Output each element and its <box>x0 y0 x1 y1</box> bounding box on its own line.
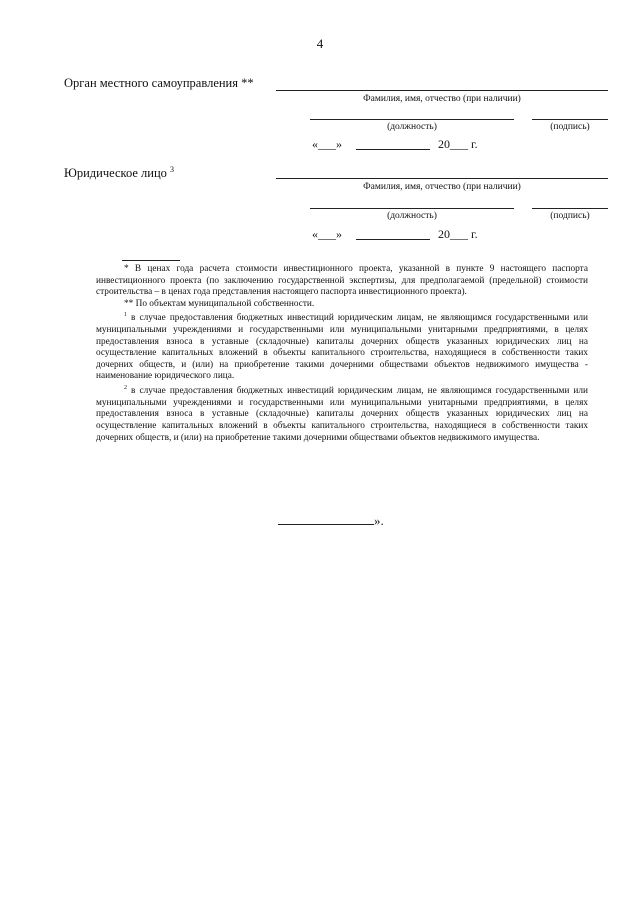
footnote-1: $^1$ в случае предоставления бюджетных инвестиций юридическим лицам, не являющимся государственными или муниципальными учреждениями и государственными или муниципальными унитарными предприятиями, в целях предоставления взноса в уставные (складочные) капиталы дочерних обществ указанных юридических лиц на осуществление капитальных вложений в объекты капитального строительства, находящиеся в собственности таких дочерних обществ, и (или) на приобретение такими дочерними обществами объектов недвижимого имущества - наименование юридического лица. <box>96 312 588 382</box>
date-year: 20___ г. <box>438 227 478 241</box>
footnote-separator <box>122 260 180 261</box>
footnote-star2: ** По объектам муниципальной собственности. <box>124 298 315 309</box>
date-day: «___» <box>312 137 342 151</box>
fio-line <box>276 90 608 91</box>
date-month-line <box>356 149 430 150</box>
fio-line <box>276 178 608 179</box>
fio-caption: Фамилия, имя, отчество (при наличии) <box>363 94 521 104</box>
footnote-star1: * В ценах года расчета стоимости инвестиционного проекта, указанной в пункте 9 настоящего паспорта инвестиционного проекта (по заключению государственной экспертизы, для предполагаемой (предельной) стоимости строительства – в ценах года представления настоящего паспорта инвестиционного проекта). <box>96 264 588 298</box>
closing-blank <box>278 512 374 525</box>
legal-entity-label: Юридическое лицо $^3$ <box>64 165 175 181</box>
footnotes <box>96 264 588 444</box>
position-line <box>310 208 514 209</box>
page-number: 4 <box>316 36 324 51</box>
signature-line <box>532 208 608 209</box>
organ-label: Орган местного самоуправления ** <box>64 76 254 90</box>
date-month-line <box>356 239 430 240</box>
date-year: 20___ г. <box>438 137 478 151</box>
signature-caption: (подпись) <box>550 211 590 221</box>
date-day: «___» <box>312 227 342 241</box>
position-caption: (должность) <box>387 211 437 221</box>
footnote-2: $^2$ в случае предоставления бюджетных инвестиций юридическим лицам, не являющимся государственными или муниципальными учреждениями и государственными или муниципальными унитарными предприятиями, в целях предоставления взноса в уставные (складочные) капиталы дочерних обществ указанных юридических лиц на осуществление капитальных вложений в объекты капитального строительства, находящиеся в собственности таких дочерних обществ, и (или) на приобретение такими дочерними обществами объектов недвижимого имущества. <box>96 385 588 443</box>
fio-caption: Фамилия, имя, отчество (при наличии) <box>363 182 521 192</box>
signature-caption: (подпись) <box>550 122 590 132</box>
position-line <box>310 119 514 120</box>
signature-line <box>532 119 608 120</box>
position-caption: (должность) <box>387 122 437 132</box>
closing-mark: ». <box>278 512 384 529</box>
